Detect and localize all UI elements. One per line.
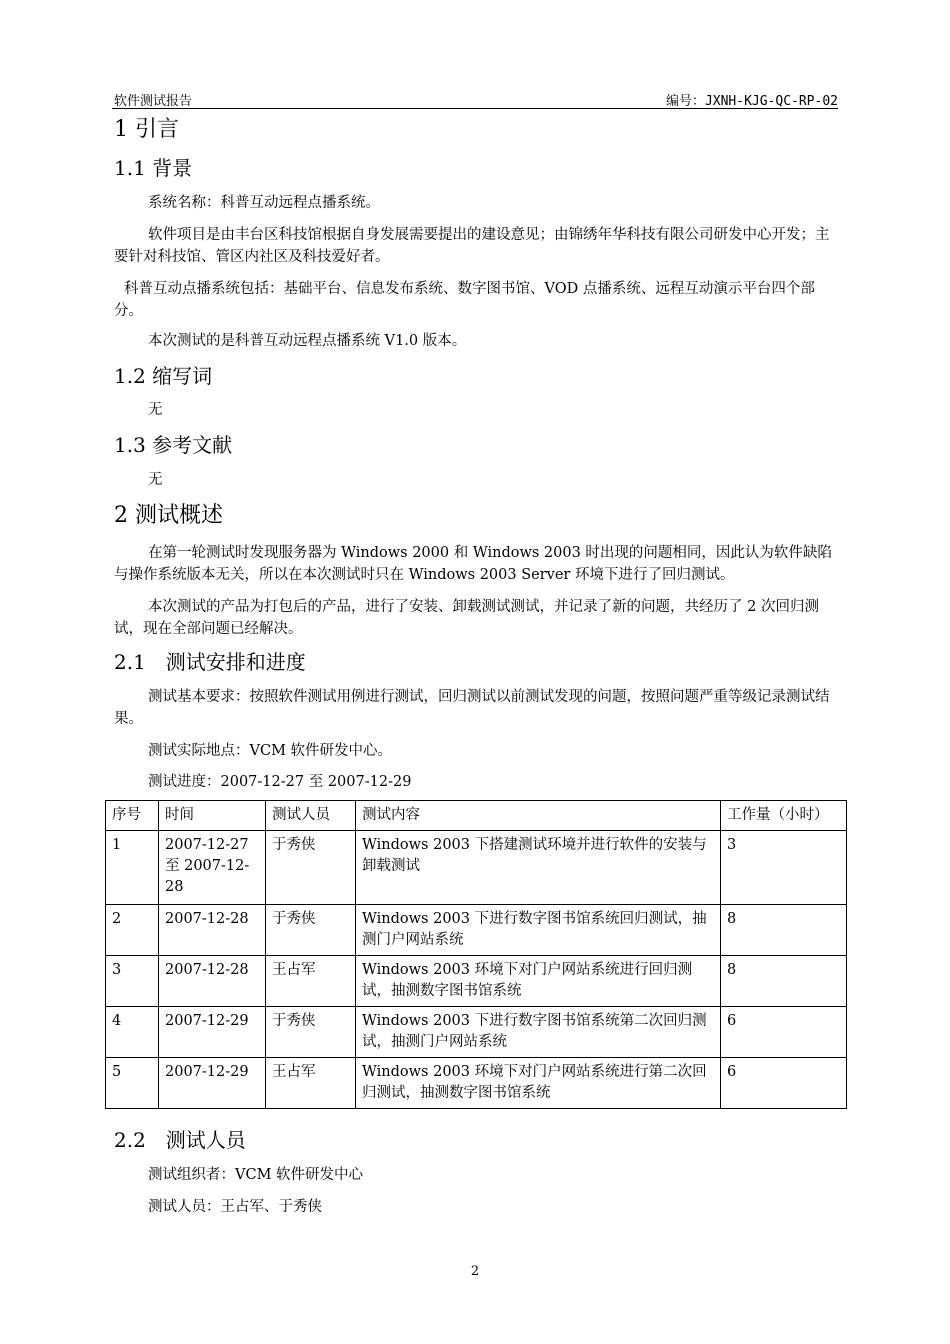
heading-2-2-personnel: 2.2 测试人员 [114,1128,246,1152]
header-doc-number: 编号：JXNH-KJG-QC-RP-02 [665,94,838,109]
cell-content: Windows 2003 环境下对门户网站系统进行第二次回归测试，抽测数字图书馆系统 [356,1058,721,1109]
paragraph-references: 无 [148,472,163,488]
cell-number: 2 [106,905,159,956]
cell-number: 4 [106,1007,159,1058]
cell-hours: 8 [721,956,847,1007]
paragraph-requirements: 测试基本要求：按照软件测试用例进行测试，回归测试以前测试发现的问题，按照问题严重等级记录测试结果。 [114,689,830,727]
table-row [106,956,847,1007]
column-header-hours: 工作量（小时） [721,801,847,831]
cell-number: 1 [106,831,159,905]
cell-content: Windows 2003 下进行数字图书馆系统回归测试，抽测门户网站系统 [356,905,721,956]
cell-content: Windows 2003 环境下对门户网站系统进行回归测试，抽测数字图书馆系统 [356,956,721,1007]
paragraph-components: 科普互动点播系统包括：基础平台、信息发布系统、数字图书馆、VOD 点播系统、远程互动演示平台四个部分。 [114,281,815,319]
paragraph-project: 软件项目是由丰台区科技馆根据自身发展需要提出的建设意见；由锦绣年华科技有限公司研发中心开发；主要针对科技馆、管区内社区及科技爱好者。 [114,227,830,265]
heading-1-3-references: 1.3 参考文献 [114,433,233,457]
table-row [106,1058,847,1109]
table-row [106,905,847,956]
paragraph-abbreviations: 无 [148,402,163,418]
paragraph-version: 本次测试的是科普互动远程点播系统 V1.0 版本。 [148,333,467,349]
paragraph-first-round: 在第一轮测试时发现服务器为 Windows 2000 和 Windows 2003 时出现的问题相同，因此认为软件缺陷与操作系统版本无关，所以在本次测试时只在 Windows 2003 Server 环境下进行了回归测试。 [114,545,832,583]
paragraph-location: 测试实际地点：VCM 软件研发中心。 [148,743,393,759]
heading-1-intro: 1 引言 [114,117,179,142]
cell-content: Windows 2003 下进行数字图书馆系统第二次回归测试，抽测门户网站系统 [356,1007,721,1058]
schedule-table [105,800,847,1109]
cell-number: 3 [106,956,159,1007]
cell-time: 2007-12-27 至 2007-12-28 [159,831,266,905]
column-header-tester: 测试人员 [266,801,356,831]
cell-tester: 王占军 [266,1058,356,1109]
cell-tester: 于秀侠 [266,831,356,905]
column-header-content: 测试内容 [356,801,721,831]
paragraph-organizer: 测试组织者：VCM 软件研发中心 [148,1167,364,1183]
cell-hours: 6 [721,1007,847,1058]
paragraph-product: 本次测试的产品为打包后的产品，进行了安装、卸载测试测试，并记录了新的问题，共经历了 2 次回归测试，现在全部问题已经解决。 [114,599,819,637]
table-row [106,1007,847,1058]
heading-2-overview: 2 测试概述 [114,503,223,528]
cell-tester: 于秀侠 [266,1007,356,1058]
cell-hours: 6 [721,1058,847,1109]
heading-1-2-abbreviations: 1.2 缩写词 [114,364,213,388]
cell-content: Windows 2003 下搭建测试环境并进行软件的安装与卸载测试 [356,831,721,905]
cell-time: 2007-12-28 [159,956,266,1007]
table-header-row [106,801,847,831]
column-header-time: 时间 [159,801,266,831]
cell-number: 5 [106,1058,159,1109]
table-row [106,831,847,905]
paragraph-progress: 测试进度：2007-12-27 至 2007-12-29 [148,774,412,790]
heading-2-1-schedule: 2.1 测试安排和进度 [114,650,306,674]
cell-time: 2007-12-29 [159,1058,266,1109]
cell-tester: 王占军 [266,956,356,1007]
cell-hours: 8 [721,905,847,956]
header-rule [112,108,838,109]
column-header-number: 序号 [106,801,159,831]
header-title: 软件测试报告 [114,94,193,109]
paragraph-testers: 测试人员：王占军、于秀侠 [148,1199,322,1215]
cell-hours: 3 [721,831,847,905]
cell-tester: 于秀侠 [266,905,356,956]
page-number: 2 [470,1264,480,1279]
paragraph-system-name: 系统名称：科普互动远程点播系统。 [148,195,380,211]
heading-1-1-background: 1.1 背景 [114,156,193,180]
cell-time: 2007-12-28 [159,905,266,956]
cell-time: 2007-12-29 [159,1007,266,1058]
